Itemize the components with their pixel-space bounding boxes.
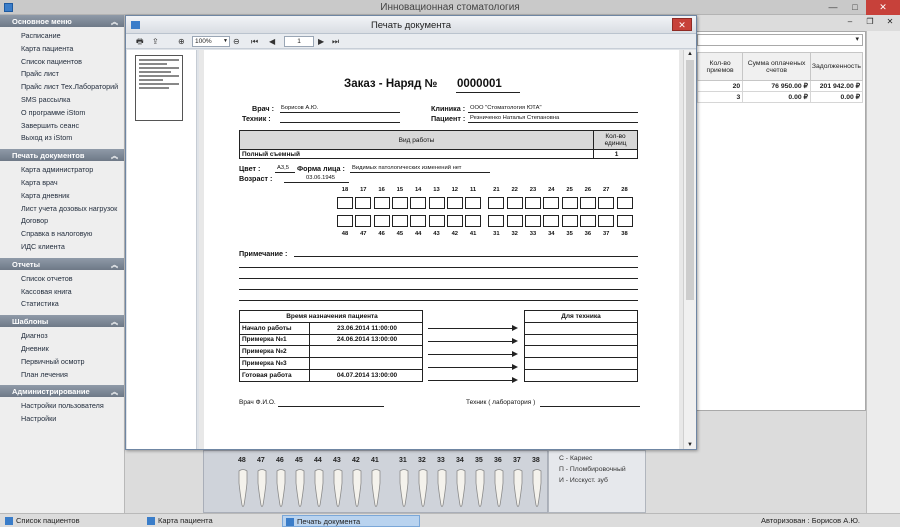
sidebar-item[interactable]: Карта врач [21,177,58,187]
face-label: Форма лица : [297,164,345,173]
col-header[interactable]: Сумма оплаченых счетов [743,53,811,81]
divider [239,267,638,268]
dialog-title-bar [126,16,696,34]
tooth-box [429,197,445,209]
taskbar-item[interactable] [2,515,122,527]
tooth-number: 17 [360,187,367,193]
col-header[interactable]: Кол-во приемов [698,53,743,81]
arrow-icon [428,328,514,329]
tooth-box [355,197,371,209]
technician-row [525,369,638,381]
sidebar-item[interactable]: Карта дневник [21,190,70,200]
tooth-box [562,215,578,227]
status-text: Авторизован : Борисов А.Ю. [761,516,860,525]
divider [275,172,295,173]
zoom-select[interactable] [192,36,230,47]
sidebar-item[interactable]: Статистика [21,299,59,309]
tooth-number: 42 [352,457,360,464]
tooth-number: 33 [529,231,537,237]
sidebar-item[interactable]: SMS рассылка [21,94,71,104]
tooth-box [429,215,445,227]
page-thumbnail[interactable] [135,55,183,121]
arrow-head [512,338,518,344]
tooth-icon[interactable] [238,469,248,509]
preview-toolbar [126,34,696,49]
tooth-number: 31 [399,457,407,464]
tooth-icon[interactable] [276,469,286,509]
tooth-number: 34 [548,231,555,237]
work-item: Полный съемный [240,150,594,159]
time-table [239,310,423,382]
sidebar-section [0,327,124,385]
tooth-number: 12 [451,187,459,193]
tooth-number: 28 [621,187,628,193]
divider [456,92,520,93]
legend-item: П - Пломбировочный [559,466,626,473]
sidebar-item[interactable]: ИДС клиента [21,241,65,251]
tooth-icon[interactable] [418,469,428,509]
taskbar-item[interactable] [144,515,264,527]
tooth-number: 33 [437,457,445,464]
tooth-box [488,197,504,209]
tooth-box [488,215,504,227]
doc-title: Заказ - Наряд № [344,78,438,90]
sidebar-section-header[interactable]: Основное меню ︽ [0,15,124,27]
divider [280,122,400,123]
sidebar-item[interactable]: Договор [21,216,49,226]
window-icon [147,517,155,525]
print-dialog [125,15,697,450]
taskbar-item-label: Карта пациента [158,516,213,525]
sidebar-item[interactable]: О программе iStom [21,107,86,117]
minimize-icon[interactable]: – [847,17,853,26]
sidebar-section-header[interactable]: Администрирование ︽ [0,385,124,397]
preview-area [199,50,684,449]
legend [548,450,646,513]
tooth-number: 22 [511,187,518,193]
tooth-number: 48 [238,457,246,464]
tooth-box [374,215,390,227]
tooth-number: 47 [360,231,367,237]
sidebar-item[interactable]: Карта пациента [21,43,74,53]
time-label: Примерка №1 [240,334,310,346]
technician-cell [525,334,638,346]
chevron-down-icon: ▾ [855,36,859,43]
tooth-number: 36 [584,231,592,237]
tooth-icon[interactable] [456,469,466,509]
tooth-box [465,197,481,209]
divider [468,112,638,113]
time-row [240,369,423,381]
tooth-box [580,197,596,209]
sidebar-section [0,397,124,430]
tooth-box [543,215,559,227]
doctor-label: Врач : [252,104,274,113]
tooth-box [617,215,633,227]
tooth-icon[interactable] [494,469,504,509]
tooth-box [598,197,614,209]
sidebar-item[interactable]: Диагноз [21,331,48,341]
sidebar-item[interactable]: Настройки пользователя [21,401,104,411]
tooth-box [543,197,559,209]
table-cell: 0.00 ₽ [810,92,862,103]
time-label: Готовая работа [240,369,310,381]
technician-cell [525,346,638,358]
tooth-icon[interactable] [532,469,542,509]
divider [239,289,638,290]
tooth-number: 45 [295,457,303,464]
work-table [239,130,638,159]
technician-cell [525,358,638,370]
tooth-box [410,197,426,209]
close-icon[interactable]: ✕ [866,0,900,15]
zoom-value: 100% [195,38,212,45]
tooth-number: 44 [314,457,322,464]
time-header: Время назначения пациента [240,311,423,323]
tooth-box [580,215,596,227]
technician-row [525,358,638,370]
app-title-bar [0,0,900,15]
chevron-up-icon: ︽ [111,19,118,26]
sidebar [0,15,125,513]
time-value [310,346,423,358]
tech-sign-label: Техник ( лаборатория ) [466,399,536,406]
patient-label: Пациент : [431,114,466,123]
sidebar-item[interactable]: Прайс лист [21,69,59,79]
tooth-box [355,215,371,227]
tooth-number: 14 [414,187,422,193]
tooth-box [392,197,408,209]
time-row [240,358,423,370]
tooth-box [392,215,408,227]
technician-table [524,310,638,382]
tooth-box [447,197,463,209]
tooth-box [598,215,614,227]
arrow-icon [428,341,514,342]
sidebar-item[interactable]: План лечения [21,369,68,379]
table-row [240,150,638,159]
divider [468,122,638,123]
tooth-box [525,197,541,209]
tooth-number: 38 [532,457,540,464]
divider [284,182,349,183]
teeth-chart [203,450,548,513]
tooth-icon[interactable] [371,469,381,509]
tooth-number: 26 [584,187,592,193]
close-icon[interactable]: ✕ [886,17,894,26]
scroll-down-icon[interactable]: ▼ [687,442,693,448]
doctor-value: Борисов А.Ю. [281,105,319,111]
tooth-number: 21 [493,187,500,193]
time-row [240,346,423,358]
tooth-number: 37 [513,457,521,464]
time-value: 04.07.2014 13:00:00 [310,369,423,381]
tooth-icon[interactable] [333,469,343,509]
tooth-number: 31 [493,231,500,237]
col-header[interactable]: Задолженность [810,53,862,81]
printer-icon[interactable]: 🖶 [136,37,144,46]
table-row[interactable] [698,92,863,103]
arrow-head [512,364,518,370]
right-panel [866,31,900,513]
chevron-up-icon: ︽ [111,153,118,161]
tooth-number: 44 [414,231,422,237]
sidebar-item[interactable]: Список пациентов [21,56,82,66]
tooth-number: 36 [494,457,502,464]
technician-row [525,322,638,334]
sidebar-item[interactable]: Завершить сеанс [21,120,80,130]
thumbnail-pane [127,50,197,449]
document-page [204,50,679,449]
tooth-icon[interactable] [475,469,485,509]
sidebar-item[interactable]: Прайс лист Тех.Лабораторий [21,82,119,92]
time-value [310,358,423,370]
work-col-header: Вид работы [240,131,594,150]
sidebar-section-header[interactable]: Печать документов ︽ [0,149,124,161]
arrow-head [512,351,518,357]
vertical-scrollbar[interactable] [683,50,696,449]
tooth-number: 37 [602,231,610,237]
sidebar-section-header[interactable]: Отчеты ︽ [0,258,124,270]
note-label: Примечание : [239,249,288,258]
sidebar-item[interactable]: Первичный осмотр [21,356,85,366]
sidebar-section-header[interactable]: Шаблоны ︽ [0,315,124,327]
arrow-icon [428,380,514,381]
arrow-icon [428,354,514,355]
tooth-icon[interactable] [399,469,409,509]
tooth-box [374,197,390,209]
divider [294,256,638,257]
color-value: A3,5 [277,165,289,171]
tooth-number: 35 [566,231,573,237]
table-cell: 0.00 ₽ [743,92,811,103]
tooth-number: 45 [396,231,404,237]
tooth-icon[interactable] [257,469,267,509]
sidebar-item[interactable]: Дневник [21,343,49,353]
time-value: 24.06.2014 13:00:00 [310,334,423,346]
work-qty: 1 [594,150,638,159]
tooth-icon[interactable] [314,469,324,509]
tooth-box [337,215,353,227]
tooth-number: 11 [470,187,477,193]
restore-icon[interactable]: ❐ [866,17,874,26]
chevron-up-icon: ︽ [111,319,118,327]
chevron-up-icon: ︽ [111,261,118,269]
export-icon[interactable]: ⇪ [152,37,159,46]
divider [540,406,640,407]
age-value: 03.06.1945 [306,175,336,181]
arrow-head [512,377,518,383]
clinic-label: Клиника : [431,104,466,113]
tooth-icon[interactable] [513,469,523,509]
dialog-title: Печать документа [370,20,452,31]
tooth-number: 25 [566,187,573,193]
sidebar-item[interactable]: Справка в налоговую [21,229,93,239]
arrow-icon [428,367,514,368]
divider [239,278,638,279]
doc-number: 0000001 [457,78,502,90]
tooth-box [507,197,523,209]
technician-row [525,346,638,358]
table-cell: 3 [698,92,743,103]
tooth-number: 46 [276,457,284,464]
chevron-up-icon: ︽ [111,389,118,397]
taskbar-item[interactable] [282,515,420,527]
inner-window-controls [840,15,900,30]
filter-dropdown[interactable] [697,34,863,46]
time-row [240,334,423,346]
sidebar-item[interactable]: Лист учета дозовых нагрузок [21,203,118,213]
patient-list-panel [696,31,866,411]
tooth-number: 27 [602,187,610,193]
face-value: Видимых патологических изменений нет [352,165,462,171]
time-value: 23.06.2014 11:00:00 [310,322,423,334]
sidebar-item[interactable]: Карта администратор [21,165,94,175]
sidebar-item[interactable]: Выход из iStom [21,133,73,143]
tooth-number: 48 [341,231,349,237]
sidebar-item[interactable]: Расписание [21,31,61,40]
tooth-box [447,215,463,227]
sidebar-item[interactable]: Кассовая книга [21,286,72,296]
window-icon [5,517,13,525]
divider [280,112,400,113]
tooth-icon[interactable] [352,469,362,509]
taskbar-item-label: Печать документа [297,517,361,526]
table-cell: 20 [698,81,743,92]
technician-cell [525,369,638,381]
next-page-icon[interactable]: ▶ [318,37,325,46]
tooth-box [465,215,481,227]
technician-header: Для техника [525,311,638,323]
tooth-box [525,215,541,227]
sidebar-item[interactable]: Список отчетов [21,273,73,283]
chevron-down-icon: ▼ [223,38,228,44]
tooth-number: 41 [371,457,379,464]
tooth-number: 35 [475,457,483,464]
window-icon [286,518,294,526]
tooth-box [562,197,578,209]
technician-row [525,334,638,346]
tooth-number: 34 [456,457,464,464]
legend-item: И - Исскуст. зуб [559,477,608,484]
tooth-icon[interactable] [437,469,447,509]
arrow-head [512,325,518,331]
tooth-number: 47 [257,457,265,464]
divider [350,172,490,173]
tooth-box [410,215,426,227]
tooth-number: 32 [511,231,518,237]
table-row[interactable] [698,81,863,92]
age-label: Возраст : [239,174,273,183]
sidebar-section [0,27,124,149]
divider [239,300,638,301]
zoom-out-icon[interactable]: ⊖ [233,37,240,46]
color-label: Цвет : [239,164,261,173]
tooth-number: 15 [396,187,404,193]
tooth-number: 13 [433,187,440,193]
first-page-icon[interactable]: ⏮ [251,37,259,46]
patients-table [697,52,863,103]
table-cell: 201 942.00 ₽ [810,81,862,92]
clinic-value: ООО "Стоматология ЮТА" [470,105,542,111]
legend-item: С - Кариес [559,455,593,462]
last-page-icon[interactable]: ⏭ [332,37,340,46]
minimize-icon[interactable]: — [828,2,838,12]
sidebar-section [0,270,124,315]
app-title: Инновационная стоматология [380,2,520,13]
tooth-number: 38 [621,231,628,237]
tooth-number: 24 [548,187,555,193]
table-cell: 76 950.00 ₽ [743,81,811,92]
prev-page-icon[interactable]: ◀ [269,37,276,46]
tooth-box [337,197,353,209]
time-label: Примерка №3 [240,358,310,370]
taskbar [0,513,900,527]
tooth-number: 23 [529,187,537,193]
tooth-number: 43 [333,457,341,464]
tooth-number: 46 [378,231,385,237]
doctor-sign-label: Врач Ф.И.О. [239,399,276,406]
tooth-icon[interactable] [295,469,305,509]
tooth-number: 18 [341,187,349,193]
maximize-icon[interactable]: □ [852,2,858,12]
time-row [240,322,423,334]
technician-cell [525,322,638,334]
tooth-box [617,197,633,209]
time-label: Примерка №2 [240,346,310,358]
divider [278,406,384,407]
sidebar-item[interactable]: Настройки [21,414,57,424]
tooth-box [507,215,523,227]
patient-value: Резниченко Наталья Степановна [470,115,560,121]
scroll-up-icon[interactable]: ▲ [687,51,693,57]
page-number-input[interactable]: 1 [284,36,314,47]
close-button[interactable]: ✕ [672,18,692,31]
tooth-number: 32 [418,457,426,464]
taskbar-item-label: Список пациентов [16,516,80,525]
scroll-thumb[interactable] [686,60,694,300]
zoom-in-icon[interactable]: ⊕ [178,37,185,46]
technician-label: Техник : [242,114,271,123]
tooth-number: 41 [469,231,477,237]
time-label: Начало работы [240,322,310,334]
qty-col-header: Кол-во единиц [594,131,638,150]
tooth-number: 16 [378,187,385,193]
sidebar-section [0,161,124,258]
tooth-number: 43 [433,231,440,237]
tooth-number: 42 [451,231,459,237]
